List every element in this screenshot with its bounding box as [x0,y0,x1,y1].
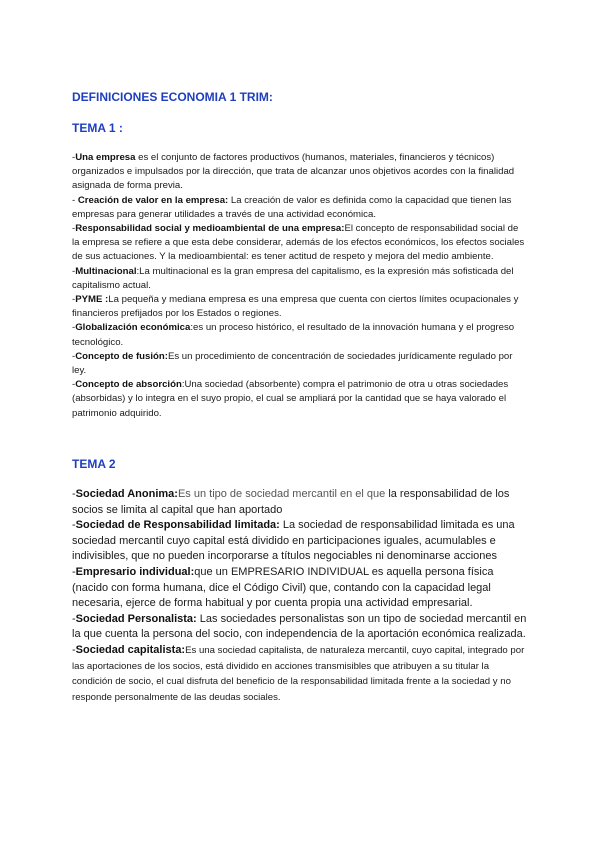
definition-term: Multinacional [75,265,137,277]
definition-term: Sociedad Personalista: [75,612,197,625]
tema1-heading: TEMA 1 : [72,121,123,135]
document-title: DEFINICIONES ECONOMIA 1 TRIM: [72,90,273,104]
definition-entry: -Globalización económica:es un proceso histórico, el resultado de la innovación humana y el progreso tecnológico. [72,322,515,348]
definition-entry: -Sociedad Anonima:Es un tipo de sociedad mercantil en el que la responsabilidad de los socios se limita al capital que han aportado [72,488,510,516]
definition-entry: -Responsabilidad social y medioambiental de una empresa:El concepto de responsabilidad social de la empresa se refiere a que esta debe considerar, además de los efectos económicos, los efectos sociales de sus actuaciones. Y la medioambiental: es tener actitud de respeto y mejora del medio ambiente. [72,223,525,263]
definition-term: PYME : [75,294,109,306]
definition-term: Empresario individual: [75,565,195,578]
definition-entry: -Sociedad Personalista: Las sociedades personalistas son un tipo de sociedad mercantil en la que cuenta la persona del socio, con independencia de la aportación económica realizada. [72,612,527,641]
definition-entry: -Sociedad de Responsabilidad limitada: La sociedad de responsabilidad limitada es una sociedad mercantil cuyo capital está dividido en participaciones iguales, acumulables e indivisibles, que no pueden incorporarse a títulos negociables ni denominarse acciones [72,519,515,563]
definition-term: Sociedad capitalista: [75,643,186,656]
definition-term: Sociedad de Responsabilidad limitada: [75,519,280,532]
definition-entry: -Concepto de absorción:Una sociedad (absorbente) compra el patrimonio de otra u otras sociedades (absorbidas) y lo integra en el suyo propio, el cual se ampliará por la cantidad que se haya valorado el patrimonio adquirido. [72,379,509,419]
tema1-definitions [72,151,527,421]
definition-term: Responsabilidad social y medioambiental de una empresa: [75,223,345,235]
tema2-heading: TEMA 2 [72,457,116,471]
definition-term: Sociedad Anonima: [75,488,178,500]
definition-entry: -PYME :La pequeña y mediana empresa es una empresa que cuenta con ciertos límites ocupacionales y financieros prefijados por los Estados o regiones. [72,294,519,320]
definition-term: Concepto de fusión: [75,350,168,362]
definition-term: Una empresa [75,152,136,163]
definition-entry: -Concepto de fusión:Es un procedimiento de concentración de sociedades jurídicamente regulado por ley. [72,350,513,377]
definition-term: Globalización económica [75,322,191,334]
definition-entry: -Una empresa es el conjunto de factores productivos (humanos, materiales, financieros y técnicos) organizados e impulsados por la dirección, que trata de alcanzar unos objetivos acordes con la finalidad asignada de forma previa. [72,152,515,192]
definition-entry: -Sociedad capitalista:Es una sociedad capitalista, de naturaleza mercantil, cuyo capital, integrado por las aportaciones de los socios, está dividido en acciones transmisibles que atribuyen a su titular la condición de socio, el cual disfruta del beneficio de la responsabilidad limitada frente a la sociedad y no responde personalmente de las deudas sociales. [72,643,525,703]
definition-entry: - Creación de valor en la empresa: La creación de valor es definida como la capacidad que tienen las empresas para generar utilidades a través de una actividad económica. [72,194,512,220]
tema2-definitions [72,487,527,705]
definition-entry: -Empresario individual:que un EMPRESARIO INDIVIDUAL es aquella persona física (nacido con forma humana, dice el Código Civil) que, contando con la capacidad legal necesaria, ejerce de forma habitual y por cuenta propia una actividad empresarial. [72,565,494,610]
definition-term: Creación de valor en la empresa: [77,194,229,206]
definition-entry: -Multinacional:La multinacional es la gran empresa del capitalismo, es la expresión más sofisticada del capitalismo actual. [72,265,514,291]
definition-term: Concepto de absorción [75,379,182,391]
